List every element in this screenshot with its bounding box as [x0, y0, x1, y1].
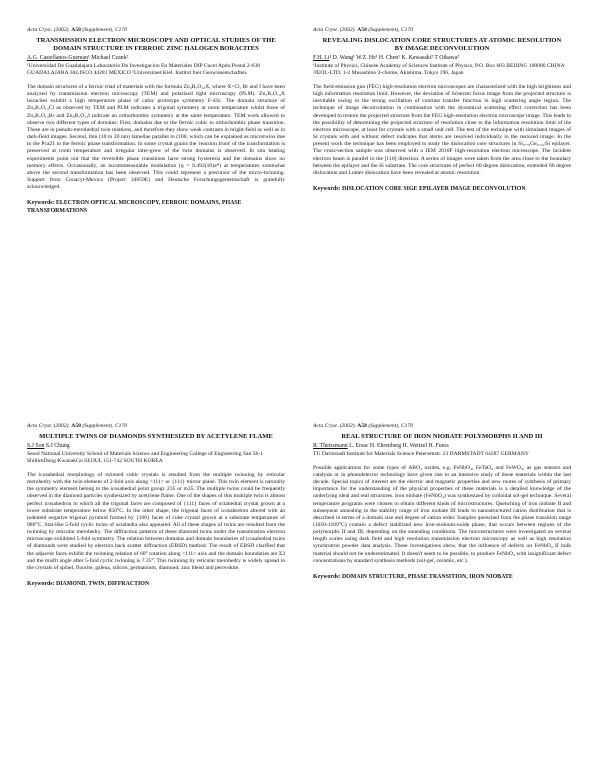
- journal-name: Acta Cryst. (2002).: [313, 27, 358, 33]
- authors: [27, 55, 285, 62]
- journal-suffix: (Supplement), C170: [80, 27, 128, 33]
- affiliation: Seoul National University School of Materials Science and Engineering College of Engineering San 56-1 ShillimDong KwanakGu SEOUL 151-742 SOUTH KOREA: [27, 450, 263, 464]
- keywords-list: DIAMOND, TWIN, DIFFRACTION: [55, 581, 150, 588]
- journal-volume: A58: [71, 423, 81, 429]
- affiliation: TU Darmstadt Institute for Materials Science Petersenstr. 23 DARMSTADT 64287 GERMANY: [313, 450, 529, 457]
- abstract-title: REVEALING DISLOCATION CORE STRUCTURES AT ATOMIC RESOLUTION BY IMAGE DECONVOLUTION: [322, 37, 562, 53]
- abstract-body: The icosahedral morphology of twinned cubic crystals is resulted from the multiple twinning by reticular merohedry with the twin element of 2-fold axis along <111> or {111} mirror plane. This twin element is naturally the symmetry element belong to the icosahedral point group: 235 or m35. The multiple twins could be frequently observed in the diamond particles synthesized by acetylene flame. One of the shapes of this multiple twin is almost perfect icosahedron in which all the trigonal faces are composed of {111} faces of octahedral crystal grown at a lower substrate temperature below 850°C. In the other shape, the trigonal faces of icosahedron altered with an indented negative trigonal pyramid formed by {100} faces of cube crystal grown at a substrate temperature of 980°C. Star-like 5-fold cyclic twins of octahedra also appeared. All of these shapes of twins are resulted from the twinning by reticular merohedry. The diffraction patterns of these diamond twins under the transmission electron microscope exhibited 5-fold symmetry. The relation between domains and domain boundaries of icosahedral twins of diamonds were studied by electron back scatter diffraction (EBSD) method. The result of EBSD clarified that the adjacent faces exhibit the twinning relation of 60° rotation along <111> axis and the domain boundaries are Σ3 and the misfit angle after 5-fold cyclic twinning is 7.35°. This twinning by reticular merohedry is widely spread in the crystals of spinel, fluorite, galena, silicon, germanium, diamond, zinc blend and perovskite.: [27, 471, 285, 571]
- abstract-body: The field-emission gun (FEG) high-resolution electron microscopes are characterized with the high brightness and high information resolution limit. However, the deviation of Scherzer focus image from the projected structure is inevitable owing to the strong oscillation of contrast transfer function in high scattering angle region. The technique of image deconvolution in combination with the dynamical scattering effect correction has been developed to restore the projected structure from the FEG high-resolution electron microscope image. This leads to the possibility of determining the projected structure of resolution close to the information resolution limit of the electron microscope, at least for crystals with a small unit cell. The test of the technique with simulated images of Si crystals with and without defect indicates that atoms are resolved individually in the restored image. In the present work the technique has been employed to study the dislocation core structures in Si₀.₇₆Ge₀.₂₄/Si epilayer. The cross-section sample was observed with a JEM 2010F high-resolution electron microscope. The incident electron beam is parallel to the [110] direction. A series of images were taken from the area close to the boundary between the epilayer and the Si substrate. The core structures of perfect 60 degree dislocation, extended 60 degree dislocation and Lomer dislocation have been revealed at atomic resolution.: [313, 83, 571, 176]
- keywords-list: DOMAIN STRUCTURE, PHASE TRANSITION, IRON NIOBATE: [341, 573, 513, 580]
- presenting-author: A.G. Castellanos-Guzman: [27, 55, 89, 62]
- keywords-label: Keywords:: [313, 185, 342, 192]
- abstract-body: The domain structures of a ferroic triad of materials with the formula Zn₃B₇O₁₃X, where X=Cl, Br and I have been analyzed by transmission electron microscopy (TEM) and polarized light microscopy (PLM). Zn₃B₇O₁₃X boracites exhibit a high temperature phase of cubic prototype symmetry F-43c. The domain structure of Zn₃B₇O₁₃Cl as observed by TEM and PLM indicates a trigonal symmetry at room temperature whilst those of Zn₃B₇O₁₃Br and Zn₃B₇O₁₃I indicate an orthorhombic symmetry at the same temperature. TEM work allowed to observe two different types of domains: First, domains due to the ferroic cubic to orthorhombic phase transition. These are in pseudo-merohedral twin relations, and therefore they show weak contrasts in bright-field as well as in dark-field images. Second, thin (10 to 20 nm) lamellae parallel to (100, which can be explained as microtwins due to the Pca21 to the ferroic phase transformation. In some crystal grains the 'reaction front' of the transformation is preserved at room temperature and irregular inter-grow of the twin domains is observed. In situ heating experiments point out that the reversible phase transitions have strong hysteresis and the domains show no memory effects. Occasionally, an incommensurable modulation (q = 0.492(10)a*) at temperatures somewhat above the second transformation has been observed. This could represent a precursor of the micro-twinning. Support from Conacyt-Mexico (Project 34959E) and Deutsche Forschungsgemeinschaft is gratefully acknowledged.: [27, 83, 285, 191]
- journal-name: Acta Cryst. (2002).: [313, 423, 358, 429]
- abstract-3: [27, 423, 285, 589]
- journal-suffix: (Supplement), C170: [366, 27, 414, 33]
- co-authors: ¹ Michael Czank²: [88, 55, 129, 62]
- keywords: [27, 581, 285, 589]
- keywords-label: Keywords:: [313, 573, 342, 580]
- abstract-body: Possible applications for some types of ABO₄ oxides, e.g. FeNbO₄, FeTaO₄ and FeWO₄, as gas sensors and catalysts or in photodetector technology have given rise to an intensive study of these materials within the last decade. Special topics of interest are the electric and magnetic properties and new routes of synthesis of primary importance for the understanding of the physical properties of these materials is a detailed knowledge of the underlying ideal and real structures. Iron niobate (FeNbO₄) was synthesized by colloidal sol-gel technique. Several temperature programs were chosen to obtain different kinds of microstructures. Quenching of iron niobate II and subsequent annealing in the stability range of iron niobate III leads to nanostructured cation distribution that is described in terms of a domain size and degree of cation order. Samples quenched from the phase transition range (1050-1100°C) contain a defect stabilized new iron-niobium-oxide phase, that occurs between regions of the polymorphs II and III, depending on the annealing conditions. The microstructures were investigated on several length scales using dark field and high resolution transmission electron microscopy as well as high resolution synchrotron powder data analysis. These investigations show, that the influence of defects on FeNbO₄ II bulk material should not be underestimated. It doesn't seem to be possible, to produce FeNbO₄ with insignificant defect concentrations by standard synthesis methods (sol-gel, ceramic, etc.).: [313, 464, 571, 564]
- abstract-1: [27, 27, 285, 215]
- journal-citation: [27, 27, 285, 34]
- abstract-2: [313, 27, 571, 194]
- journal-citation: [313, 27, 571, 34]
- abstract-title: REAL STRUCTURE OF IRON NIOBATE POLYMORPHS II AND III: [341, 433, 543, 441]
- abstract-title: MULTIPLE TWINS OF DIAMONDS SYNTHESIZED BY ACETYLENE FLAME: [39, 433, 273, 441]
- affiliation: ¹Institute of Physics, Chinese Academy of Sciences Institute of Physics, P.O. Box 603 BEIJING 100080 CHINA ²JEOL-LTD, 1-2 Musashino 3-chome, Akishima, Tokyo 196, Japan: [313, 62, 565, 76]
- keywords: [313, 186, 571, 194]
- keywords-list: DISLOCATION CORE SIGE EPILAYER IMAGE DECONVOLUTION: [341, 185, 526, 192]
- abstract-4: [313, 423, 571, 581]
- journal-name: Acta Cryst. (2002).: [27, 27, 72, 33]
- keywords-label: Keywords:: [27, 581, 56, 588]
- affiliation: ¹Universidad De Guadalajara Laboratorio De Investigacion En Materiales DIP Cucei Apdo.Postal 2-638 GUADALAJARA JALISCO 44281 MEXICO ²Universitaet Kiel. Institut fuer Geowissenschaften.: [27, 62, 260, 76]
- presenting-author: R. Theissmann: [313, 443, 348, 450]
- keywords: [27, 200, 285, 215]
- co-authors: S.J Chung: [44, 443, 70, 450]
- keywords: [313, 574, 571, 582]
- keywords-label: Keywords:: [27, 200, 56, 207]
- abstract-title: TRANSMISSION ELECTRON MICROSCOPY AND OPTICAL STUDIES OF THE DOMAIN STRUCTURE IN FERROIC ZINC HALOGEN BORACITES: [36, 37, 276, 53]
- journal-volume: A58: [357, 423, 367, 429]
- presenting-author: S.J Son: [27, 443, 45, 450]
- co-authors: L. Ersac H. Ehrenberg H. Weitzel H. Fuess: [347, 443, 449, 450]
- journal-suffix: (Supplement), C170: [80, 423, 128, 429]
- journal-volume: A58: [357, 27, 367, 33]
- authors: [313, 55, 571, 62]
- authors: [27, 443, 285, 450]
- journal-citation: [313, 423, 571, 430]
- journal-citation: [27, 423, 285, 430]
- co-authors: ¹ D. Wang¹ W.Z. He¹ H. Chen¹ K. Kawasaki² T Oikawa²: [329, 55, 460, 62]
- authors: [313, 443, 571, 450]
- journal-suffix: (Supplement), C170: [366, 423, 414, 429]
- presenting-author: F.H. Li: [313, 55, 330, 62]
- journal-volume: A58: [71, 27, 81, 33]
- keywords-list: ELECTRON OPTICAL MICROSCOPY, FERROIC DOMAINS, PHASE TRANSFORMATIONS: [27, 200, 242, 214]
- journal-name: Acta Cryst. (2002).: [27, 423, 72, 429]
